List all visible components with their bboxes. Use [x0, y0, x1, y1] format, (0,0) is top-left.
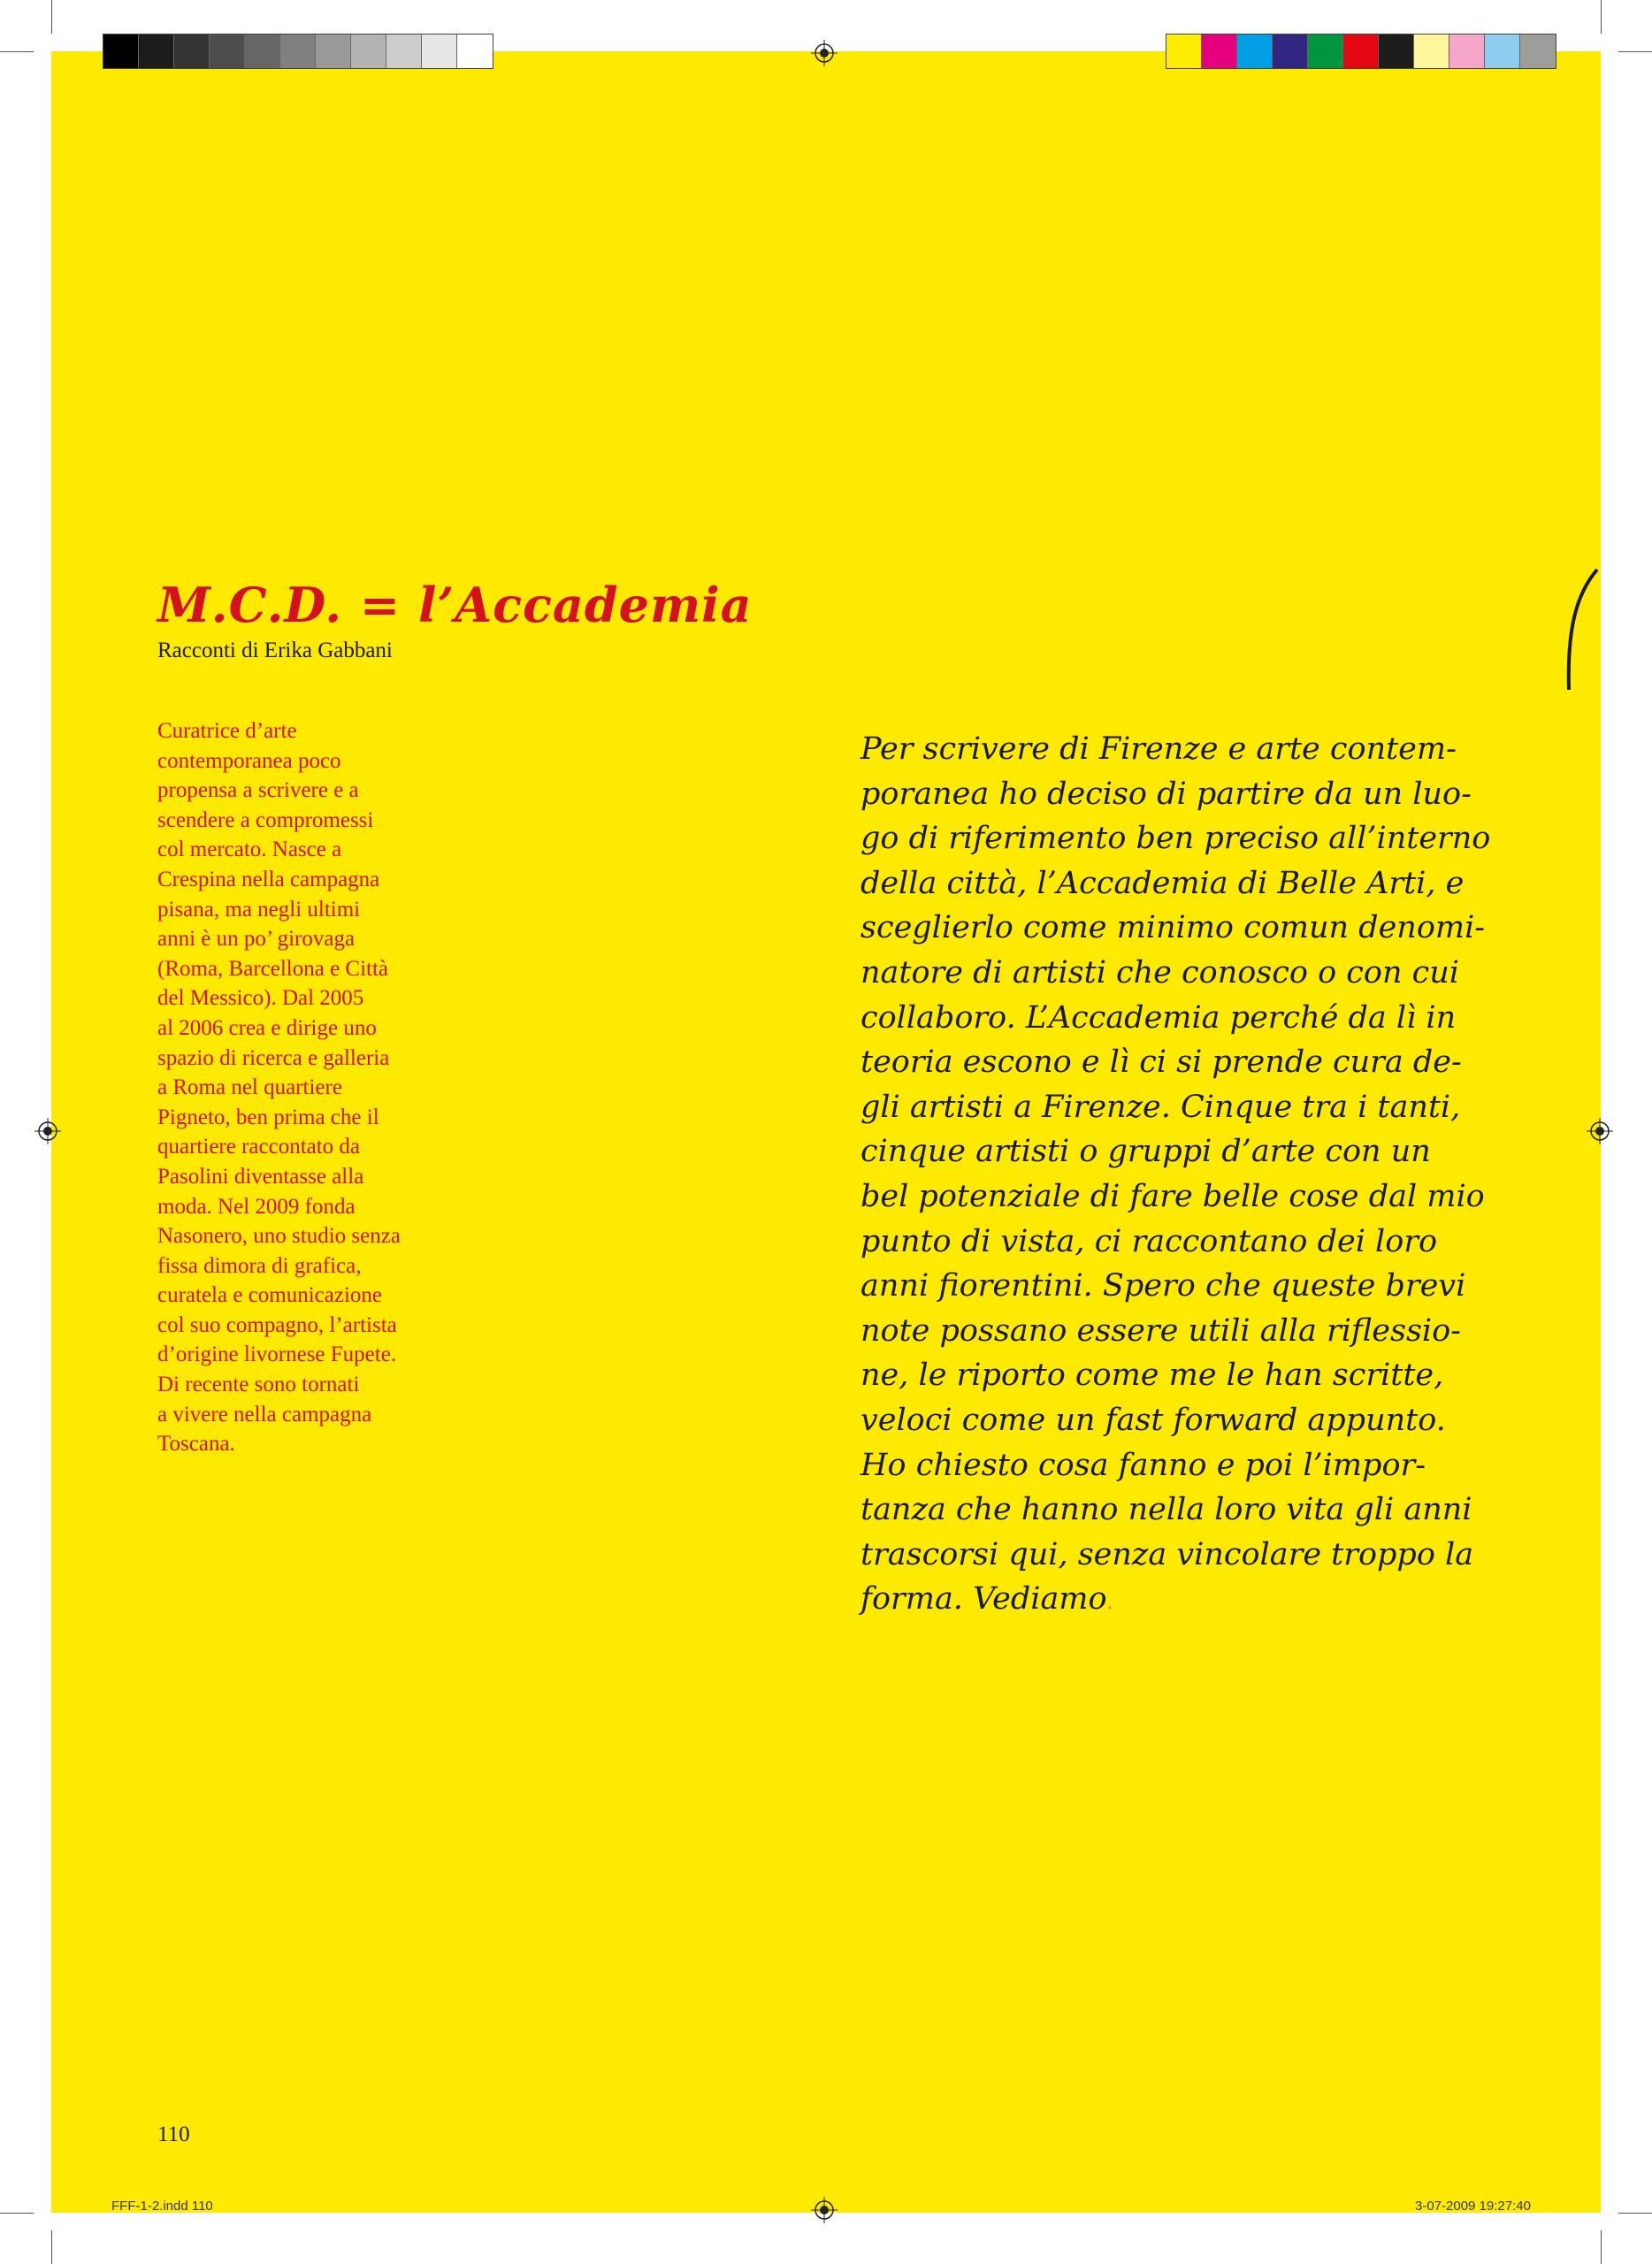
intro-line: collaboro. L’Accademia perché da lì in: [860, 999, 1457, 1036]
bio-line: Crespina nella campagna: [157, 867, 380, 891]
intro-line: poranea ho deciso di partire da un luo-: [860, 776, 1472, 812]
intro-line: natore di artisti che conosco o con cui: [860, 954, 1459, 990]
bio-line: Nasonero, uno studio senza: [157, 1224, 401, 1249]
color-swatch: [351, 34, 386, 68]
color-swatch: [1202, 34, 1237, 68]
grayscale-color-bar: [103, 34, 493, 69]
author-bio: [157, 716, 476, 1459]
intro-line: gli artisti a Firenze. Cinque tra i tanti,: [860, 1089, 1461, 1125]
article-byline: Racconti di Erika Gabbani: [157, 639, 393, 662]
color-swatch: [1343, 34, 1379, 68]
bio-line: col mercato. Nasce a: [157, 838, 342, 862]
color-swatch: [1414, 34, 1449, 68]
color-swatch: [1379, 34, 1414, 68]
intro-paragraph: [860, 727, 1515, 1626]
intro-line: trascorsi qui, senza vincolare troppo la: [860, 1536, 1474, 1572]
crop-mark: [0, 2213, 34, 2214]
intro-line: punto di vista, ci raccontano dei loro: [860, 1223, 1438, 1259]
intro-line: ne, le riporto come me le han scritte,: [860, 1358, 1444, 1394]
bio-line: del Messico). Dal 2005: [157, 986, 364, 1011]
color-swatch: [174, 34, 210, 68]
crop-mark: [1618, 51, 1652, 52]
crop-mark: [51, 0, 52, 34]
bio-line: col suo compagno, l’artista: [157, 1312, 397, 1337]
color-swatch: [1485, 34, 1520, 68]
color-swatch: [280, 34, 316, 68]
color-swatch: [386, 34, 422, 68]
bio-line: scendere a compromessi: [157, 807, 374, 832]
bio-line: Curatrice d’arte: [157, 719, 297, 743]
crop-mark: [1601, 2230, 1602, 2264]
intro-line: sceglierlo come minimo comun denomi-: [860, 910, 1486, 946]
intro-line: anni fiorentini. Spero che queste brevi: [860, 1268, 1466, 1304]
bio-line: contemporanea poco: [157, 748, 341, 773]
intro-line: note possano essere utili alla riflessio-: [860, 1312, 1461, 1349]
registration-mark-icon: [34, 1118, 61, 1144]
crop-mark: [1601, 0, 1602, 34]
color-swatch: [1237, 34, 1273, 68]
registration-mark-icon: [1587, 1118, 1613, 1144]
intro-line: cinque artisti o gruppi d’arte con un: [860, 1134, 1431, 1170]
process-color-bar: [1166, 34, 1556, 69]
end-mark: .: [1106, 1592, 1113, 1615]
color-swatch: [457, 34, 493, 68]
bio-line: curatela e comunicazione: [157, 1283, 383, 1308]
color-swatch: [1308, 34, 1343, 68]
intro-line: forma. Vediamo.: [860, 1581, 1113, 1618]
bio-line: quartiere raccontato da: [157, 1135, 361, 1159]
bio-line: a vivere nella campagna: [157, 1402, 372, 1426]
crop-mark: [1618, 2213, 1652, 2214]
registration-mark-icon: [811, 2197, 837, 2223]
bio-line: fissa dimora di grafica,: [157, 1253, 362, 1278]
bio-line: anni è un po’ girovaga: [157, 927, 356, 952]
intro-line: veloci come un fast forward appunto.: [860, 1402, 1446, 1438]
color-swatch: [1520, 34, 1556, 68]
bio-line: moda. Nel 2009 fonda: [157, 1194, 356, 1219]
color-swatch: [316, 34, 351, 68]
bio-line: Pigneto, ben prima che il: [157, 1105, 379, 1129]
bio-line: a Roma nel quartiere: [157, 1075, 342, 1100]
registration-mark-icon: [811, 40, 837, 66]
bio-line: Pasolini diventasse alla: [157, 1164, 364, 1189]
intro-line: go di riferimento ben preciso all’interno: [860, 821, 1491, 857]
crop-mark: [0, 51, 34, 52]
color-swatch: [422, 34, 457, 68]
intro-line: Ho chiesto cosa fanno e poi l’impor-: [860, 1447, 1426, 1483]
slug-datetime: 3-07-2009 19:27:40: [1415, 2199, 1531, 2214]
intro-line: della città, l’Accademia di Belle Arti, e: [860, 865, 1465, 901]
color-swatch: [103, 34, 139, 68]
color-swatch: [139, 34, 174, 68]
color-swatch: [210, 34, 245, 68]
intro-line: Per scrivere di Firenze e arte contem-: [860, 731, 1457, 767]
color-swatch: [1449, 34, 1485, 68]
bio-line: pisana, ma negli ultimi: [157, 897, 361, 922]
bio-line: (Roma, Barcellona e Città: [157, 956, 389, 981]
article-title: M.C.D. = l’Accademia: [157, 577, 753, 633]
page-number: 110: [157, 2122, 190, 2146]
bio-line: d’origine livornese Fupete.: [157, 1342, 397, 1367]
bio-line: Toscana.: [157, 1432, 235, 1457]
crop-mark: [51, 2230, 52, 2264]
decorative-arc: [1560, 568, 1604, 692]
intro-line: teoria escono e lì ci si prende cura de-: [860, 1044, 1462, 1081]
slug-file-info: FFF-1-2.indd 110: [111, 2199, 213, 2214]
color-swatch: [245, 34, 280, 68]
bio-line: al 2006 crea e dirige uno: [157, 1015, 377, 1040]
bio-line: Di recente sono tornati: [157, 1373, 360, 1397]
bio-line: propensa a scrivere e a: [157, 778, 359, 803]
intro-line: bel potenziale di fare belle cose dal mio: [860, 1178, 1485, 1214]
color-swatch: [1166, 34, 1202, 68]
bio-line: spazio di ricerca e galleria: [157, 1045, 390, 1070]
color-swatch: [1273, 34, 1308, 68]
intro-line: tanza che hanno nella loro vita gli anni: [860, 1492, 1472, 1528]
